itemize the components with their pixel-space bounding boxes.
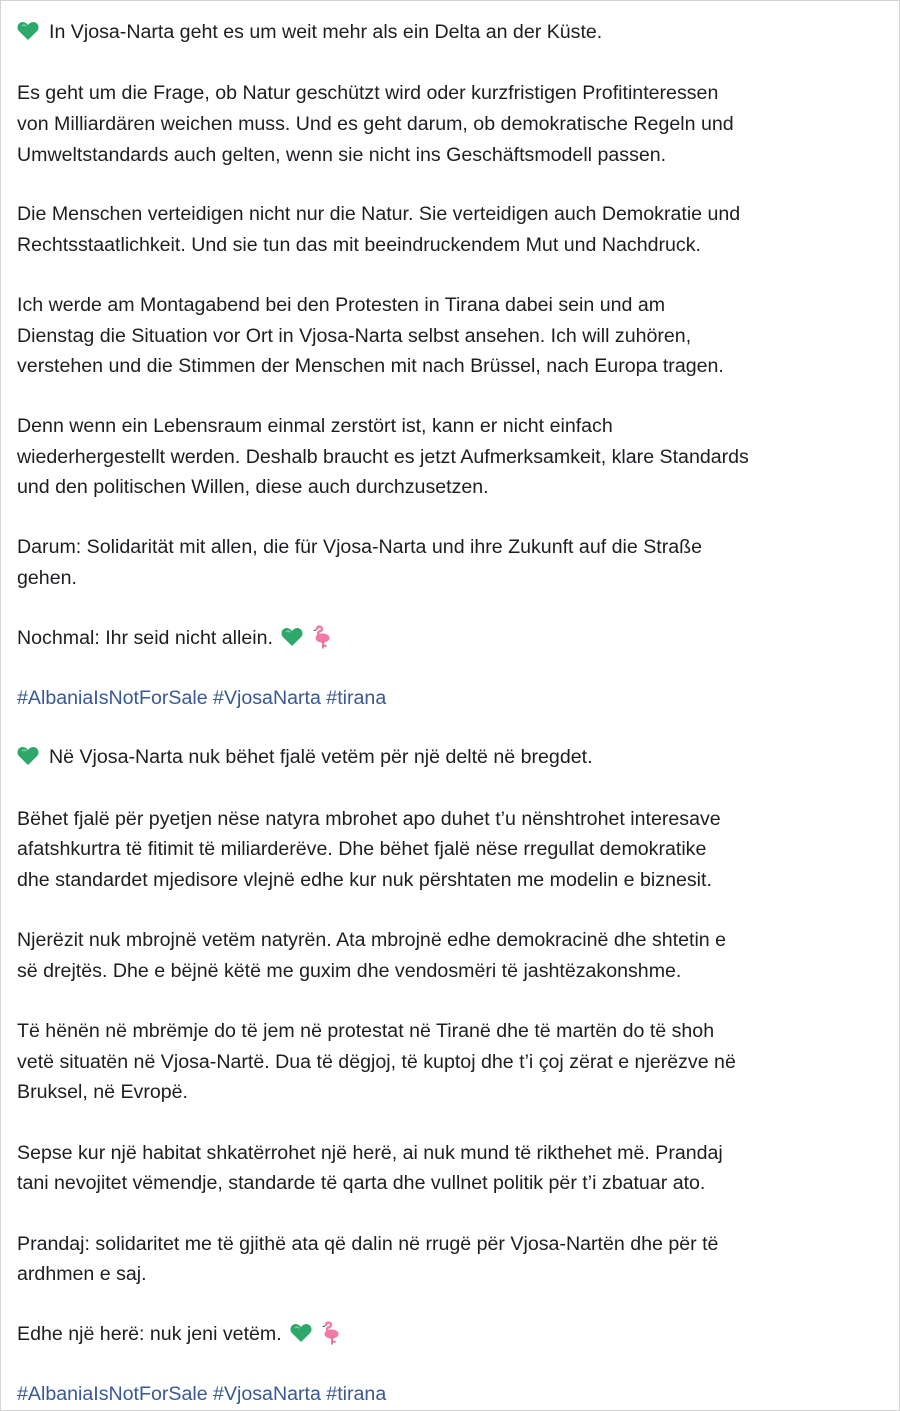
post-line <box>17 925 726 956</box>
green-heart-icon <box>281 627 303 647</box>
flamingo-icon <box>320 1321 340 1345</box>
post-line <box>17 742 593 773</box>
post-line <box>17 804 721 835</box>
post-line-text: Darum: Solidarität mit allen, die für Vjosa-Narta und ihre Zukunft auf die Straße <box>17 536 703 558</box>
post-line-text: Die Menschen verteidigen nicht nur die Natur. Sie verteidigen auch Demokratie und <box>17 203 741 225</box>
post-line-text: Umweltstandards auch gelten, wenn sie nicht ins Geschäftsmodell passen. <box>17 144 667 166</box>
post-line-text: tani nevojitet vëmendje, standarde të qarta dhe vullnet politik për t’i zbatuar ato. <box>17 1172 706 1194</box>
post-line <box>17 1168 705 1199</box>
green-heart-icon <box>290 1323 312 1343</box>
post-line <box>17 321 691 352</box>
post-line <box>17 290 665 321</box>
post-line-text: Të hënën në mbrëmje do të jem në protestat në Tiranë dhe të martën do të shoh <box>17 1020 715 1042</box>
post-line-text: afatshkurtra të fitimit të miliarderëve. Dhe bëhet fjalë nëse rregullat demokratike <box>17 838 707 860</box>
hashtag-text[interactable]: #AlbaniaIsNotForSale #VjosaNarta #tirana <box>17 687 387 709</box>
post-line-text: Denn wenn ein Lebensraum einmal zerstört ist, kann er nicht einfach <box>17 415 613 437</box>
post-line <box>17 1259 147 1290</box>
post-line <box>17 442 749 473</box>
post-line-text: wiederhergestellt werden. Deshalb braucht es jetzt Aufmerksamkeit, klare Standards <box>17 446 749 468</box>
post-line <box>17 834 706 865</box>
post-line <box>17 1319 340 1350</box>
post-line <box>17 411 613 442</box>
post-line <box>17 1077 188 1108</box>
post-line <box>17 563 77 594</box>
post-line-text: Njerëzit nuk mbrojnë vetëm natyrën. Ata mbrojnë edhe demokracinë dhe shtetin e <box>17 929 727 951</box>
post-line <box>17 109 734 140</box>
post-line-text: së drejtës. Dhe e bëjnë këtë me guxim dhe vendosmëri të jashtëzakonshme. <box>17 960 682 982</box>
post-line-text: dhe standardet mjedisore vlejnë edhe kur nuk përshtaten me modelin e biznesit. <box>17 869 712 891</box>
green-heart-icon <box>17 746 39 766</box>
post-line-text: ardhmen e saj. <box>17 1263 147 1285</box>
post-line <box>17 532 702 563</box>
post-line-text: Bëhet fjalë për pyetjen nëse natyra mbrohet apo duhet t’u nënshtrohet interesave <box>17 808 721 830</box>
green-heart-icon <box>17 21 39 41</box>
post-line-text: vetë situatën në Vjosa-Nartë. Dua të dëgjoj, të kuptoj dhe t’i çoj zërat e njerëzve në <box>17 1051 736 1073</box>
post-line <box>17 1016 714 1047</box>
post-line <box>17 623 331 654</box>
post-line <box>17 17 602 48</box>
post-line <box>17 351 724 382</box>
post-line <box>17 230 701 261</box>
post-line-text: In Vjosa-Narta geht es um weit mehr als ein Delta an der Küste. <box>49 21 603 43</box>
post-line <box>17 1047 736 1078</box>
post-line-text: Në Vjosa-Narta nuk bëhet fjalë vetëm për një deltë në bregdet. <box>49 746 593 768</box>
post-line-text: Ich werde am Montagabend bei den Protesten in Tirana dabei sein und am <box>17 294 666 316</box>
post-line-text: Nochmal: Ihr seid nicht allein. <box>17 627 273 649</box>
hashtag-text[interactable]: #AlbaniaIsNotForSale #VjosaNarta #tirana <box>17 1383 387 1405</box>
post-line-text: Bruksel, në Evropë. <box>17 1081 188 1103</box>
post-line <box>17 865 712 896</box>
post-line-text: von Milliardären weichen muss. Und es geht darum, ob demokratische Regeln und <box>17 113 734 135</box>
post-line-text: Es geht um die Frage, ob Natur geschützt wird oder kurzfristigen Profitinteressen <box>17 82 719 104</box>
post-line-text: Rechtsstaatlichkeit. Und sie tun das mit beeindruckendem Mut und Nachdruck. <box>17 234 701 256</box>
hashtags[interactable] <box>17 1379 386 1410</box>
post-line <box>17 472 489 503</box>
post-line <box>17 140 666 171</box>
flamingo-icon <box>311 625 331 649</box>
post-line-text: gehen. <box>17 567 77 589</box>
post-line-text: verstehen und die Stimmen der Menschen mit nach Brüssel, nach Europa tragen. <box>17 355 724 377</box>
post-line <box>17 1229 718 1260</box>
post-line-text: Edhe një herë: nuk jeni vetëm. <box>17 1323 282 1345</box>
post-line-text: Dienstag die Situation vor Ort in Vjosa-Narta selbst ansehen. Ich will zuhören, <box>17 325 692 347</box>
post-line-text: Sepse kur një habitat shkatërrohet një herë, ai nuk mund të rikthehet më. Prandaj <box>17 1142 723 1164</box>
hashtags[interactable] <box>17 683 386 714</box>
post-line <box>17 956 681 987</box>
post-line <box>17 78 718 109</box>
post-line <box>17 199 740 230</box>
post-line-text: und den politischen Willen, diese auch durchzusetzen. <box>17 476 489 498</box>
post-line <box>17 1138 723 1169</box>
post-line-text: Prandaj: solidaritet me të gjithë ata që dalin në rrugë për Vjosa-Nartën dhe për të <box>17 1233 719 1255</box>
